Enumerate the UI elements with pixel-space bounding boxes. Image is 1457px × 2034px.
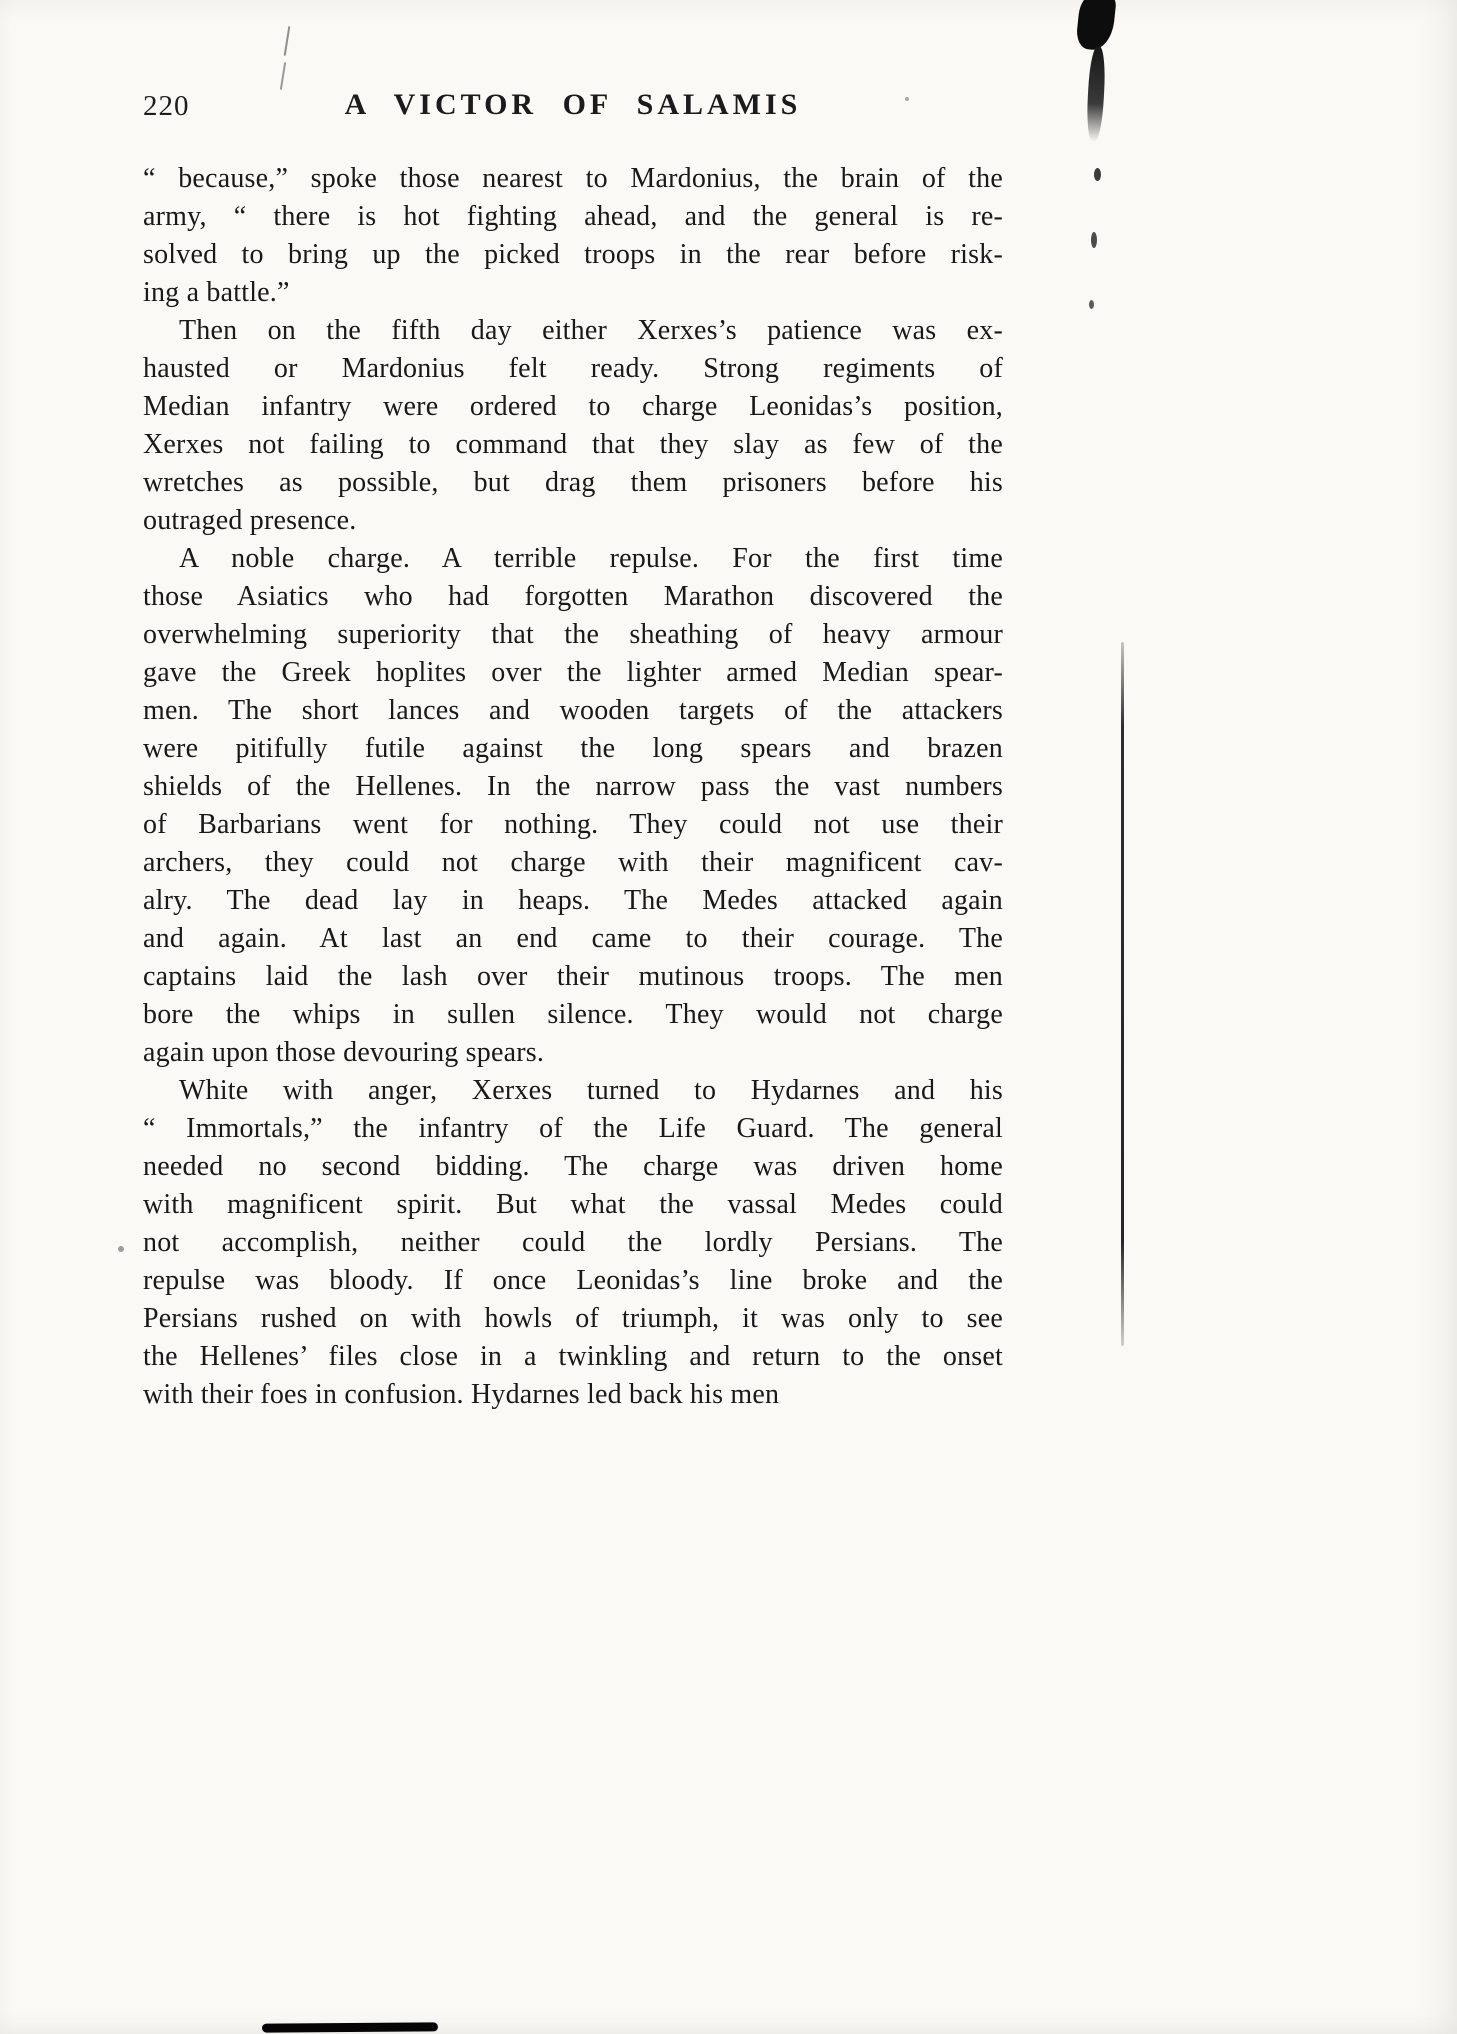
- running-title: A VICTOR OF SALAMIS: [344, 88, 802, 121]
- text-line: men. The short lances and wooden targets of the attackers: [143, 695, 1003, 726]
- scan-mark-slash: [284, 26, 291, 56]
- text-line: captains laid the lash over their mutinous troops. The men: [143, 961, 1003, 992]
- scan-artifact-top-right: [1075, 0, 1117, 52]
- page-header: [143, 88, 1003, 128]
- paragraph: [143, 1072, 1003, 1414]
- text-line: again upon those devouring spears.: [143, 1037, 545, 1068]
- text-line: ing a battle.”: [143, 277, 290, 308]
- scan-artifact-bottom-streak: [262, 2022, 438, 2032]
- text-line: “ Immortals,” the infantry of the Life Guard. The general: [143, 1113, 1003, 1144]
- text-line: wretches as possible, but drag them prisoners before his: [143, 467, 1003, 498]
- text-line: not accomplish, neither could the lordly Persians. The: [143, 1227, 1003, 1258]
- scan-mark-slash: [280, 62, 286, 90]
- text-line: Xerxes not failing to command that they slay as few of the: [143, 429, 1003, 460]
- text-line: Median infantry were ordered to charge Leonidas’s position,: [143, 391, 1003, 422]
- scan-artifact-dot: [1091, 232, 1097, 248]
- text-line: with their foes in confusion. Hydarnes led back his men: [143, 1379, 780, 1410]
- text-line: archers, they could not charge with their magnificent cav-: [143, 847, 1003, 878]
- text-line: hausted or Mardonius felt ready. Strong regiments of: [143, 353, 1003, 384]
- text-line: needed no second bidding. The charge was driven home: [143, 1151, 1003, 1182]
- text-line: repulse was bloody. If once Leonidas’s line broke and the: [143, 1265, 1003, 1296]
- text-line: and again. At last an end came to their courage. The: [143, 923, 1003, 954]
- text-line: Then on the fifth day either Xerxes’s patience was ex-: [179, 315, 1003, 346]
- text-line: of Barbarians went for nothing. They could not use their: [143, 809, 1003, 840]
- paragraph: [143, 312, 1003, 540]
- text-line: gave the Greek hoplites over the lighter armed Median spear-: [143, 657, 1003, 688]
- text-line: outraged presence.: [143, 505, 357, 536]
- text-line: were pitifully futile against the long spears and brazen: [143, 733, 1003, 764]
- text-line: overwhelming superiority that the sheathing of heavy armour: [143, 619, 1003, 650]
- text-line: with magnificent spirit. But what the vassal Medes could: [143, 1189, 1003, 1220]
- scan-artifact-dot: [1089, 300, 1094, 309]
- scan-artifact-speck: [118, 1246, 124, 1252]
- scan-artifact-top-right-smear: [1085, 46, 1106, 143]
- paragraph: [143, 160, 1003, 312]
- paragraph: [143, 540, 1003, 1072]
- text-line: the Hellenes’ files close in a twinkling and return to the onset: [143, 1341, 1003, 1372]
- scan-artifact-dot: [1094, 168, 1101, 181]
- text-line: solved to bring up the picked troops in the rear before risk-: [143, 239, 1003, 270]
- text-line: White with anger, Xerxes turned to Hydarnes and his: [179, 1075, 1003, 1106]
- page-number: 220: [143, 90, 190, 122]
- text-line: A noble charge. A terrible repulse. For the first time: [179, 543, 1003, 574]
- text-line: Persians rushed on with howls of triumph, it was only to see: [143, 1303, 1003, 1334]
- text-line: army, “ there is hot fighting ahead, and the general is re-: [143, 201, 1003, 232]
- scan-artifact-right-line: [1121, 642, 1124, 1346]
- text-line: those Asiatics who had forgotten Marathon discovered the: [143, 581, 1003, 612]
- text-block: [143, 160, 1003, 1414]
- text-line: alry. The dead lay in heaps. The Medes attacked again: [143, 885, 1003, 916]
- text-line: “ because,” spoke those nearest to Mardonius, the brain of the: [143, 163, 1003, 194]
- text-line: bore the whips in sullen silence. They would not charge: [143, 999, 1003, 1030]
- text-line: shields of the Hellenes. In the narrow pass the vast numbers: [143, 771, 1003, 802]
